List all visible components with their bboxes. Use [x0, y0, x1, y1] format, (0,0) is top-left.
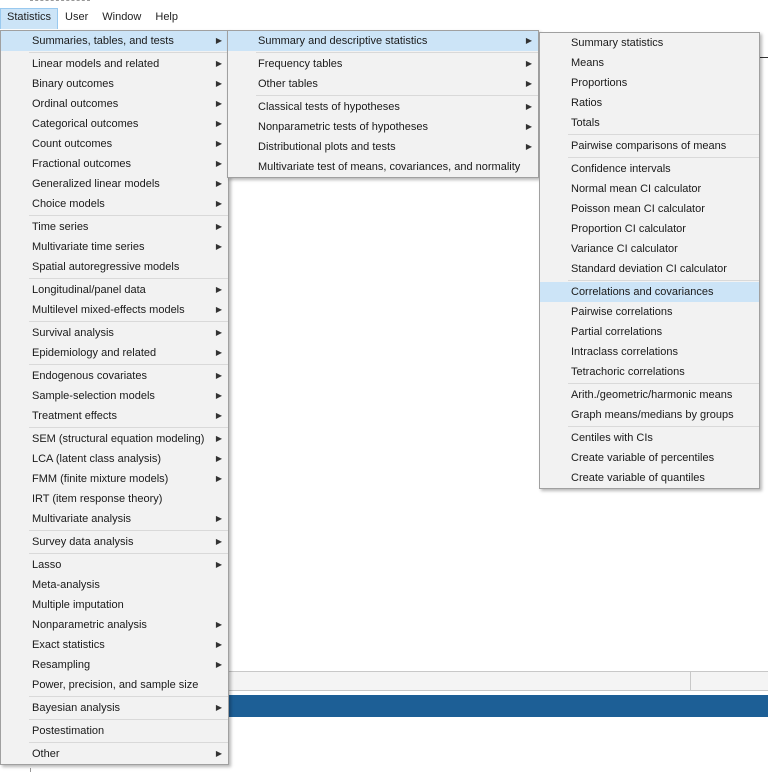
menu-item-label: Pairwise correlations [571, 306, 673, 318]
menu-item-correlations-and-covariances[interactable] [540, 282, 759, 302]
menu-item-label: Linear models and related [32, 58, 160, 70]
menu-item-linear-models-and-related[interactable] [1, 54, 228, 74]
menu-item-summaries-tables-and-tests[interactable] [1, 31, 228, 51]
menu-item-bayesian-analysis[interactable] [1, 698, 228, 718]
menu-item-label: Nonparametric analysis [32, 619, 147, 631]
menubar-user[interactable]: User [65, 11, 89, 23]
menu-item-lca-latent-class-analysis[interactable] [1, 449, 228, 469]
background-divider [690, 672, 691, 690]
menu-item-label: Standard deviation CI calculator [571, 263, 727, 275]
menu-separator [568, 157, 759, 158]
chevron-right-icon: ▶ [215, 159, 222, 168]
window-title-edge [30, 0, 90, 3]
menu-item-label: Multilevel mixed-effects models [32, 304, 185, 316]
menu-item-label: Summaries, tables, and tests [32, 35, 174, 47]
menu-separator [568, 134, 759, 135]
chevron-right-icon: ▶ [215, 474, 222, 483]
menu-item-poisson-mean-ci-calculator[interactable] [540, 199, 759, 219]
menu-item-label: Summary and descriptive statistics [258, 35, 428, 47]
menu-item-categorical-outcomes[interactable] [1, 114, 228, 134]
menu-item-label: Choice models [32, 198, 105, 210]
menu-item-label: Nonparametric tests of hypotheses [258, 121, 428, 133]
menu-item-generalized-linear-models[interactable] [1, 174, 228, 194]
chevron-right-icon: ▶ [215, 391, 222, 400]
menu-item-distributional-plots-and-tests[interactable] [228, 137, 538, 157]
chevron-right-icon: ▶ [215, 660, 222, 669]
menu-item-exact-statistics[interactable] [1, 635, 228, 655]
menu-item-label: Treatment effects [32, 410, 117, 422]
menu-item-survival-analysis[interactable] [1, 323, 228, 343]
menu-item-survey-data-analysis[interactable] [1, 532, 228, 552]
chevron-right-icon: ▶ [215, 328, 222, 337]
menu-item-summary-and-descriptive-statistics[interactable] [228, 31, 538, 51]
menu-item-resampling[interactable] [1, 655, 228, 675]
chevron-right-icon: ▶ [525, 59, 532, 68]
menu-item-label: Endogenous covariates [32, 370, 147, 382]
menu-item-arith-geometric-harmonic-means[interactable] [540, 385, 759, 405]
chevron-right-icon: ▶ [525, 79, 532, 88]
menu-item-label: Power, precision, and sample size [32, 679, 199, 691]
menu-item-label: Spatial autoregressive models [32, 261, 180, 273]
menu-separator [29, 321, 228, 322]
menu-item-label: Distributional plots and tests [258, 141, 396, 153]
menu-bar [0, 8, 185, 29]
menu-item-label: Lasso [32, 559, 62, 571]
menu-item-label: Poisson mean CI calculator [571, 203, 705, 215]
menu-item-label: IRT (item response theory) [32, 493, 163, 505]
menu-item-treatment-effects[interactable] [1, 406, 228, 426]
menu-item-label: Sample-selection models [32, 390, 155, 402]
chevron-right-icon: ▶ [215, 119, 222, 128]
chevron-right-icon: ▶ [215, 179, 222, 188]
menu-item-create-variable-of-quantiles[interactable] [540, 468, 759, 488]
menu-separator [568, 280, 759, 281]
menu-item-pairwise-comparisons-of-means[interactable] [540, 136, 759, 156]
chevron-right-icon: ▶ [215, 620, 222, 629]
chevron-right-icon: ▶ [215, 242, 222, 251]
chevron-right-icon: ▶ [215, 59, 222, 68]
chevron-right-icon: ▶ [215, 703, 222, 712]
menu-item-label: Epidemiology and related [32, 347, 157, 359]
menu-item-label: Meta-analysis [32, 579, 100, 591]
menu-separator [568, 426, 759, 427]
menu-item-label: Bayesian analysis [32, 702, 121, 714]
menu-item-label: Classical tests of hypotheses [258, 101, 400, 113]
menu-item-variance-ci-calculator[interactable] [540, 239, 759, 259]
chevron-right-icon: ▶ [215, 139, 222, 148]
menu-item-longitudinal-panel-data[interactable] [1, 280, 228, 300]
menu-item-label: Graph means/medians by groups [571, 409, 734, 421]
chevron-right-icon: ▶ [215, 199, 222, 208]
chevron-right-icon: ▶ [215, 79, 222, 88]
menu-item-label: Multivariate test of means, covariances, and normality [258, 161, 521, 173]
chevron-right-icon: ▶ [215, 36, 222, 45]
menu-item-label: Other tables [258, 78, 318, 90]
menu-item-label: Confidence intervals [571, 163, 671, 175]
menu-item-power-precision-and-sample-size[interactable] [1, 675, 228, 695]
menu-item-means[interactable] [540, 53, 759, 73]
menu-item-label: Pairwise comparisons of means [571, 140, 727, 152]
menu-item-endogenous-covariates[interactable] [1, 366, 228, 386]
chevron-right-icon: ▶ [215, 537, 222, 546]
menu-item-label: FMM (finite mixture models) [32, 473, 169, 485]
chevron-right-icon: ▶ [215, 434, 222, 443]
menu-item-create-variable-of-percentiles[interactable] [540, 448, 759, 468]
menu-item-proportion-ci-calculator[interactable] [540, 219, 759, 239]
menu-item-spatial-autoregressive-models[interactable] [1, 257, 228, 277]
menu-item-label: Create variable of quantiles [571, 472, 705, 484]
menu-item-label: Create variable of percentiles [571, 452, 715, 464]
menu-item-label: Categorical outcomes [32, 118, 139, 130]
menu-item-multivariate-time-series[interactable] [1, 237, 228, 257]
menu-item-normal-mean-ci-calculator[interactable] [540, 179, 759, 199]
menu-item-fractional-outcomes[interactable] [1, 154, 228, 174]
menu-item-multivariate-analysis[interactable] [1, 509, 228, 529]
menu-item-label: Intraclass correlations [571, 346, 678, 358]
menu-item-sample-selection-models[interactable] [1, 386, 228, 406]
menu-item-graph-means-medians-by-groups[interactable] [540, 405, 759, 425]
menu-item-label: Arith./geometric/harmonic means [571, 389, 733, 401]
menu-item-label: Normal mean CI calculator [571, 183, 702, 195]
chevron-right-icon: ▶ [525, 102, 532, 111]
menu-item-confidence-intervals[interactable] [540, 159, 759, 179]
chevron-right-icon: ▶ [525, 122, 532, 131]
menu-item-partial-correlations[interactable] [540, 322, 759, 342]
menu-separator [29, 742, 228, 743]
chevron-right-icon: ▶ [215, 749, 222, 758]
chevron-right-icon: ▶ [215, 640, 222, 649]
summaries-submenu [227, 30, 539, 178]
menu-separator [29, 215, 228, 216]
menu-item-meta-analysis[interactable] [1, 575, 228, 595]
menu-item-label: Summary statistics [571, 37, 664, 49]
menu-separator [568, 383, 759, 384]
menu-item-label: Survival analysis [32, 327, 114, 339]
menu-item-nonparametric-tests-of-hypotheses[interactable] [228, 117, 538, 137]
chevron-right-icon: ▶ [525, 142, 532, 151]
menu-separator [29, 530, 228, 531]
chevron-right-icon: ▶ [215, 411, 222, 420]
menu-item-tetrachoric-correlations[interactable] [540, 362, 759, 382]
menu-item-label: Count outcomes [32, 138, 113, 150]
menu-item-intraclass-correlations[interactable] [540, 342, 759, 362]
menu-item-label: Means [571, 57, 605, 69]
menu-item-ordinal-outcomes[interactable] [1, 94, 228, 114]
menu-item-label: Multiple imputation [32, 599, 124, 611]
menu-item-label: Tetrachoric correlations [571, 366, 685, 378]
menu-item-irt-item-response-theory[interactable] [1, 489, 228, 509]
menu-item-label: Partial correlations [571, 326, 663, 338]
menu-item-nonparametric-analysis[interactable] [1, 615, 228, 635]
menu-item-sem-structural-equation-modeling[interactable] [1, 429, 228, 449]
menu-item-label: Ratios [571, 97, 603, 109]
menu-item-multivariate-test-of-means-covariances-and-normality[interactable] [228, 157, 538, 177]
menu-item-pairwise-correlations[interactable] [540, 302, 759, 322]
menu-separator [256, 52, 538, 53]
menu-item-label: Generalized linear models [32, 178, 160, 190]
menu-item-label: Proportions [571, 77, 628, 89]
menu-separator [29, 278, 228, 279]
menu-separator [29, 696, 228, 697]
menu-item-label: Postestimation [32, 725, 105, 737]
menu-item-label: Centiles with CIs [571, 432, 653, 444]
menu-item-label: Exact statistics [32, 639, 105, 651]
chevron-right-icon: ▶ [215, 348, 222, 357]
chevron-right-icon: ▶ [215, 454, 222, 463]
menu-item-label: Totals [571, 117, 600, 129]
menu-item-centiles-with-cis[interactable] [540, 428, 759, 448]
menu-item-count-outcomes[interactable] [1, 134, 228, 154]
menu-item-label: Proportion CI calculator [571, 223, 686, 235]
menu-separator [29, 52, 228, 53]
chevron-right-icon: ▶ [215, 285, 222, 294]
menu-separator [29, 364, 228, 365]
chevron-right-icon: ▶ [215, 514, 222, 523]
menu-item-other-tables[interactable] [228, 74, 538, 94]
menu-item-summary-statistics[interactable] [540, 33, 759, 53]
menu-item-ratios[interactable] [540, 93, 759, 113]
chevron-right-icon: ▶ [215, 560, 222, 569]
menu-item-postestimation[interactable] [1, 721, 228, 741]
menu-separator [29, 427, 228, 428]
menu-item-label: Variance CI calculator [571, 243, 678, 255]
menu-item-totals[interactable] [540, 113, 759, 133]
statistics-menu [0, 30, 229, 765]
menu-item-proportions[interactable] [540, 73, 759, 93]
menu-item-multiple-imputation[interactable] [1, 595, 228, 615]
menubar-statistics[interactable]: Statistics [0, 8, 58, 29]
menu-item-label: Multivariate time series [32, 241, 145, 253]
menu-item-choice-models[interactable] [1, 194, 228, 214]
menu-item-label: Binary outcomes [32, 78, 114, 90]
menu-item-label: Resampling [32, 659, 91, 671]
menu-item-multilevel-mixed-effects-models[interactable] [1, 300, 228, 320]
menu-item-binary-outcomes[interactable] [1, 74, 228, 94]
chevron-right-icon: ▶ [525, 36, 532, 45]
menu-item-time-series[interactable] [1, 217, 228, 237]
menu-item-label: Frequency tables [258, 58, 343, 70]
status-bar [228, 695, 768, 717]
background-divider [30, 768, 31, 772]
menu-item-lasso[interactable] [1, 555, 228, 575]
menu-item-epidemiology-and-related[interactable] [1, 343, 228, 363]
chevron-right-icon: ▶ [215, 305, 222, 314]
menu-item-label: LCA (latent class analysis) [32, 453, 161, 465]
menu-item-classical-tests-of-hypotheses[interactable] [228, 97, 538, 117]
menu-item-frequency-tables[interactable] [228, 54, 538, 74]
menu-item-label: Ordinal outcomes [32, 98, 119, 110]
menu-item-label: Correlations and covariances [571, 286, 714, 298]
chevron-right-icon: ▶ [215, 99, 222, 108]
menu-item-label: Survey data analysis [32, 536, 134, 548]
background-toolbar [228, 672, 768, 691]
menu-separator [29, 719, 228, 720]
chevron-right-icon: ▶ [215, 371, 222, 380]
menu-item-label: Fractional outcomes [32, 158, 132, 170]
summary-descriptive-submenu [539, 32, 760, 489]
menu-item-label: Time series [32, 221, 89, 233]
menu-item-label: SEM (structural equation modeling) [32, 433, 205, 445]
menu-item-standard-deviation-ci-calculator[interactable] [540, 259, 759, 279]
menu-item-label: Multivariate analysis [32, 513, 132, 525]
menu-item-fmm-finite-mixture-models[interactable] [1, 469, 228, 489]
menu-item-other[interactable] [1, 744, 228, 764]
menu-item-label: Other [32, 748, 60, 760]
menu-item-label: Longitudinal/panel data [32, 284, 146, 296]
menubar-window[interactable]: Window [102, 11, 142, 23]
chevron-right-icon: ▶ [215, 222, 222, 231]
menubar-help[interactable]: Help [155, 11, 178, 23]
menu-separator [29, 553, 228, 554]
menu-separator [256, 95, 538, 96]
